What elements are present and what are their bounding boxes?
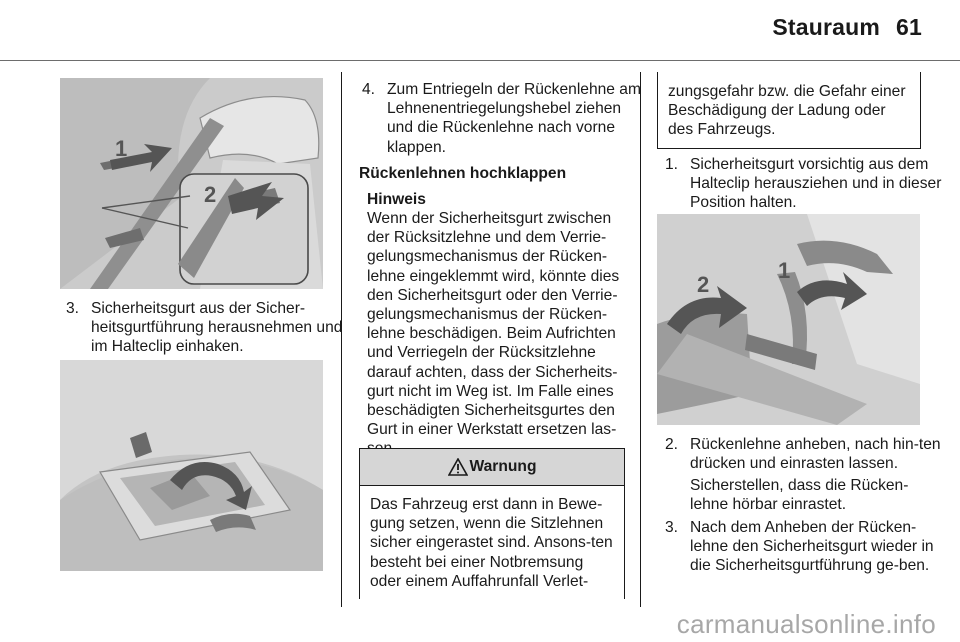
figure-seatbelt-guide bbox=[60, 78, 323, 289]
list-item-step-2 bbox=[665, 435, 948, 473]
figure-belt-release bbox=[657, 214, 920, 425]
step-text: Nach dem Anheben der Rücken-lehne den Sicherheitsgurt wieder in die Sicherheitsgurtführung ge-ben. bbox=[690, 519, 934, 575]
step-text: Zum Entriegeln der Rückenlehne am Lehnenentriegelungshebel ziehen und die Rückenlehne nach vorne klappen. bbox=[387, 81, 641, 156]
step-2-note: Sicherstellen, dass die Rücken-lehne hörbar einrastet. bbox=[690, 477, 909, 514]
warning-continued-box bbox=[657, 72, 921, 149]
warning-continued-text: zungsgefahr bzw. die Gefahr einer Beschädigung der Ladung oder des Fahrzeugs. bbox=[668, 83, 906, 139]
section-title: Stauraum bbox=[772, 14, 881, 40]
step-number: 3. bbox=[665, 519, 679, 536]
note-text: Wenn der Sicherheitsgurt zwischen der Rücksitzlehne und dem Verrie-gelungsmechanismus der Rücken-lehne eingeklemmt wird, könnte dies den Sicherheitsgurt oder den Verrie-gelungsmechanismus der Rücken-lehne beschädigen. Beim Aufrichten und Verriegeln der Rücksitzlehne darauf achten, dass der Sicherheits-gurt nicht im Weg ist. Im Falle eines beschädigten Sicherheitsgurtes den Gurt in einer Werkstatt ersetzen las- bbox=[367, 210, 620, 439]
step-number: 1. bbox=[665, 156, 679, 173]
step-number: 2. bbox=[665, 436, 679, 453]
list-item-step-1 bbox=[665, 155, 945, 213]
step-number: 4. bbox=[362, 81, 376, 98]
warning-text: Das Fahrzeug erst dann in Bewe-gung setzen, wenn die Sitzlehnen sicher eingerastet sind. Ansons-ten besteht bei einer Notbremsung oder einem Auffahrunfall Verlet- bbox=[370, 496, 613, 590]
header-rule bbox=[0, 60, 960, 61]
callout-2-release: 2 bbox=[697, 272, 710, 297]
step-text: Sicherheitsgurt vorsichtig aus dem Halteclip herausziehen und in dieser Position halten. bbox=[690, 156, 942, 212]
warning-title: Warnung bbox=[469, 458, 537, 475]
page-header bbox=[772, 14, 922, 41]
warning-icon bbox=[448, 458, 468, 476]
seatbelt-guide-illustration bbox=[60, 78, 323, 289]
figure-halteclip bbox=[60, 360, 323, 571]
list-item-step-4 bbox=[362, 80, 649, 157]
warning-header bbox=[360, 449, 624, 486]
section-heading: Rückenlehnen hochklappen bbox=[359, 165, 567, 182]
callout-2: 2 bbox=[204, 182, 217, 207]
note-label: Hinweis bbox=[367, 191, 426, 208]
belt-release-illustration bbox=[657, 214, 920, 425]
step-text: Sicherheitsgurt aus der Sicher-heitsgurtführung herausnehmen und im Halteclip einhaken. bbox=[91, 300, 343, 356]
watermark: carmanualsonline.info bbox=[676, 609, 936, 639]
list-item-step-3 bbox=[66, 299, 353, 357]
warning-box bbox=[359, 448, 625, 599]
callout-1-release: 1 bbox=[778, 258, 791, 283]
callout-1: 1 bbox=[115, 136, 128, 161]
step-text: Rückenlehne anheben, nach hin-ten drücken und einrasten lassen. bbox=[690, 436, 941, 473]
step-number: 3. bbox=[66, 300, 80, 317]
list-item-step-3-right bbox=[665, 518, 948, 576]
page-number: 61 bbox=[896, 14, 922, 40]
halteclip-illustration bbox=[60, 360, 323, 571]
